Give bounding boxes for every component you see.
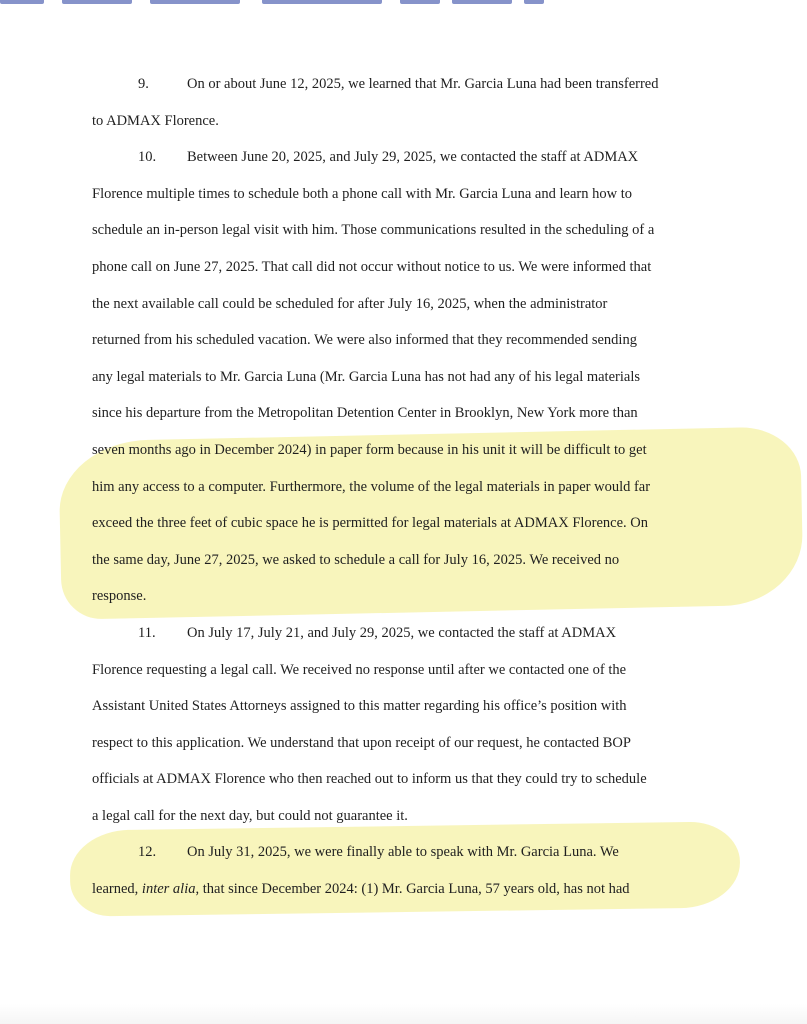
clipped-mark [452, 0, 512, 4]
line-text: , that since December 2024: (1) Mr. Garcia Luna, 57 years old, has not had [195, 881, 630, 898]
paragraph-number: 11. [138, 624, 156, 641]
paragraph-11 [92, 615, 732, 835]
paragraph-line: since his departure from the Metropolitan Detention Center in Brooklyn, New York more than [92, 405, 638, 422]
paragraph-line: Assistant United States Attorneys assigned to this matter regarding his office’s position with [92, 698, 627, 715]
clipped-mark [62, 0, 132, 4]
paragraph-line: response. [92, 588, 147, 605]
paragraph-10 [92, 139, 732, 615]
paragraph-line: phone call on June 27, 2025. That call did not occur without notice to us. We were informed that [92, 258, 652, 275]
clipped-mark [0, 0, 44, 4]
paragraph-line: Florence multiple times to schedule both a phone call with Mr. Garcia Luna and learn how to [92, 185, 632, 202]
paragraph-first-line [92, 139, 732, 176]
line-text: Between June 20, 2025, and July 29, 2025, we contacted the staff at ADMAX [187, 149, 639, 166]
paragraph-12 [92, 834, 732, 907]
paragraph-number: 10. [138, 149, 157, 166]
clipped-mark [262, 0, 382, 4]
paragraph-first-line [92, 834, 732, 871]
paragraph-line: respect to this application. We understand that upon receipt of our request, he contacted BOP [92, 734, 631, 751]
paragraph-line: the same day, June 27, 2025, we asked to schedule a call for July 16, 2025. We received no [92, 551, 620, 568]
line-text: On or about June 12, 2025, we learned that Mr. Garcia Luna had been transferred [187, 76, 659, 92]
clipped-mark [400, 0, 440, 4]
paragraph-number: 12. [138, 844, 157, 861]
paragraph-line: seven months ago in December 2024) in paper form because in his unit it will be difficult to get [92, 441, 647, 458]
paragraph-line: schedule an in-person legal visit with him. Those communications resulted in the scheduling of a [92, 222, 655, 239]
document-body [92, 66, 732, 908]
paragraph-9 [92, 66, 732, 139]
paragraph-line: to ADMAX Florence. [92, 112, 219, 129]
line-text: learned, [92, 881, 142, 898]
page-bottom-edge [0, 1004, 807, 1024]
line-text: On July 31, 2025, we were finally able to speak with Mr. Garcia Luna. We [187, 844, 619, 861]
paragraph-line: Florence requesting a legal call. We received no response until after we contacted one of the [92, 661, 627, 678]
paragraph-line: any legal materials to Mr. Garcia Luna (Mr. Garcia Luna has not had any of his legal materials [92, 368, 640, 385]
clipped-mark [524, 0, 544, 4]
paragraph-line: exceed the three feet of cubic space he is permitted for legal materials at ADMAX Florence. On [92, 515, 649, 532]
clipped-mark [150, 0, 240, 4]
paragraph-line: officials at ADMAX Florence who then reached out to inform us that they could try to schedule [92, 771, 647, 788]
paragraph-line: a legal call for the next day, but could not guarantee it. [92, 807, 408, 824]
paragraph-line: him any access to a computer. Furthermore, the volume of the legal materials in paper would far [92, 478, 651, 495]
paragraph-first-line [92, 615, 732, 652]
italic-phrase: inter alia [141, 881, 196, 898]
line-text: On July 17, July 21, and July 29, 2025, we contacted the staff at ADMAX [187, 624, 617, 641]
clipped-header-strip [0, 0, 807, 12]
paragraph-line: returned from his scheduled vacation. We were also informed that they recommended sending [92, 332, 637, 349]
paragraph-line [92, 871, 732, 908]
paragraph-number: 9. [138, 76, 149, 92]
paragraph-first-line [92, 66, 732, 103]
paragraph-line: the next available call could be scheduled for after July 16, 2025, when the administrator [92, 295, 608, 312]
